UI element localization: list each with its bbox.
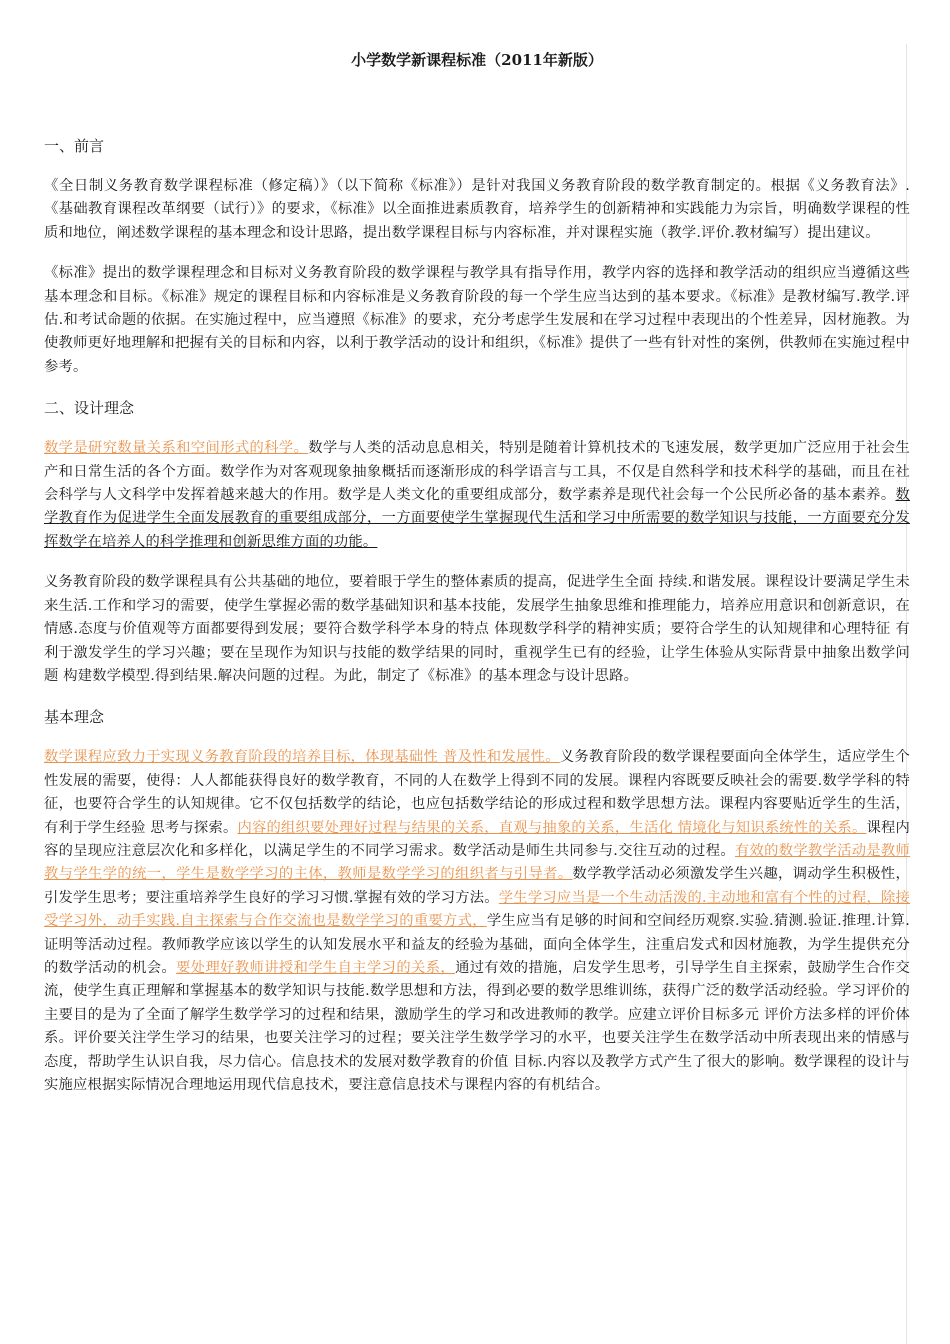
- highlighted-text: 学生学习应当是一个生动活泼的.主动地和富有个性的过程，除接受学习外，动手实践.自主探索与合作交流也是数学学习的重要方式，: [44, 889, 910, 930]
- body-text: 通过有效的措施，启发学生思考，引导学生自主探索，鼓励学生合作交流，使学生真正理解和掌握基本的数学知识与技能.数学思想和方法，得到必要的数学思维训练，获得广泛的数学活动经验。学习评价的主要目的是为了全面了解学生数学学习的过程和结果，激励学生的学习和改进教师的教学。应建立评价目标多元 评价方法多样的评价体系。评价要关注学生学习的结果，也要关注学习的过程；要关注学生数学学习的水平，也要关注学生在数学活动中所表现出来的情感与态度，帮助学生认识自我，尽力信心。信息技术的发展对数学教育的价值 目标.内容以及教学方式产生了很大的影响。数学课程的设计与实施应根据实际情况合理地运用现代信息技术，要注意信息技术与课程内容的有机结合。: [44, 959, 910, 1093]
- document-page: [44, 0, 910, 1097]
- design-paragraph-1: [44, 437, 910, 554]
- highlighted-text: 有效的数学教学活动是教师教与学生学的统一，学生是数学学习的主体，教师是数学学习的组织者与引导者。: [44, 842, 911, 883]
- section-heading-preface: 一、前言: [44, 137, 105, 155]
- preface-paragraph-2: 《标准》提出的数学课程理念和目标对义务教育阶段的数学课程与教学具有指导作用，教学内容的选择和教学活动的组织应当遵循这些基本理念和目标。《标准》规定的课程目标和内容标准是义务教育阶段的每一个学生应当达到的基本要求。《标准》是教材编写.教学.评估.和考试命题的依据。在实施过程中，应当遵照《标准》的要求，充分考虑学生发展和在学习过程中表现出的个性差异，因材施教。为使教师更好地理解和把握有关的目标和内容，以利于教学活动的设计和组织，《标准》提供了一些有针对性的案例，供教师在实施过程中参考。: [44, 265, 910, 375]
- highlighted-text: 数学是研究数量关系和空间形式的科学。: [44, 440, 309, 457]
- highlighted-text: 要处理好教师讲授和学生自主学习的关系，: [176, 959, 456, 976]
- design-paragraph-2: 义务教育阶段的数学课程具有公共基础的地位，要着眼于学生的整体素质的提高，促进学生全面 持续.和谐发展。课程设计要满足学生未来生活.工作和学习的需要，使学生掌握必需的数学基础知识和基本技能，发展学生抽象思维和推理能力，培养应用意识和创新意识，在情感.态度与价值观等方面都要得到发展；要符合数学科学本身的特点 体现数学科学的精神实质；要符合学生的认知规律和心理特征 有利于激发学生的学习兴趣；要在呈现作为知识与技能的数学结果的同时，重视学生已有的经验，让学生体验从实际背景中抽象出数学问题 构建数学模型.得到结果.解决问题的过程。为此，制定了《标准》的基本理念与设计思路。: [44, 574, 910, 684]
- underlined-text: 数学教育作为促进学生全面发展教育的重要组成部分，一方面要使学生掌握现代生活和学习中所需要的数学知识与技能，一方面要充分发挥数学在培养人的科学推理和创新思维方面的功能。: [44, 487, 910, 550]
- basic-concepts-paragraph: [44, 746, 910, 1097]
- body-text: 数学与人类的活动息息相关，特别是随着计算机技术的飞速发展，数学更加广泛应用于社会生产和日常生活的各个方面。数学作为对客观现象抽象概括而逐渐形成的科学语言与工具，不仅是自然科学和技术科学的基础，而且在社会科学与人文科学中发挥着越来越大的作用。数学是人类文化的重要组成部分，数学素养是现代社会每一个公民所必备的基本素养。: [44, 440, 910, 504]
- body-text: 数学教学活动必须激发学生兴趣，调动学生积极性，引发学生思考；要注重培养学生良好的学习习惯.掌握有效的学习方法。: [44, 866, 910, 906]
- body-text: 义务教育阶段的数学课程要面向全体学生，适应学生个性发展的需要，使得：人人都能获得良好的数学教育，不同的人在数学上得到不同的发展。课程内容既要反映社会的需要.数学学科的特征，也要符合学生的认知规律。它不仅包括数学的结论，也应包括数学结论的形成过程和数学思想方法。课程内容要贴近学生的生活，有利于学生经验 思考与探索。: [44, 749, 910, 836]
- section-heading-basic-concepts: 基本理念: [44, 708, 105, 727]
- highlighted-text: 数学课程应致力于实现义务教育阶段的培养目标，体现基础性 普及性和发展性。: [44, 749, 560, 766]
- preface-paragraph-1: 《全日制义务教育数学课程标准（修定稿）》（以下简称《标准》）是针对我国义务教育阶段的数学教育制定的。根据《义务教育法》.《基础教育课程改革纲要（试行）》的要求，《标准》以全面推进素质教育，培养学生的创新精神和实践能力为宗旨，明确数学课程的性质和地位，阐述数学课程的基本理念和设计思路，提出数学课程目标与内容标准，并对课程实施（教学.评价.教材编写）提出建议。: [44, 178, 910, 241]
- section-heading-design: 二、设计理念: [44, 399, 135, 418]
- body-text: 课程内容的呈现应注意层次化和多样化，以满足学生的不同学习需求。数学活动是师生共同参与.交往互动的过程。: [44, 819, 910, 859]
- body-text: 学生应当有足够的时间和空间经历观察.实验.猜测.验证.推理.计算.证明等活动过程。教师教学应该以学生的认知发展水平和益友的经验为基础，面向全体学生，注重启发式和因材施教，为学生提供充分的数学活动的机会。: [44, 913, 910, 976]
- document-title: 小学数学新课程标准（2011年新版）: [351, 51, 603, 69]
- highlighted-text: 内容的组织要处理好过程与结果的关系，直观与抽象的关系，生活化 情境化与知识系统性的关系。: [237, 819, 867, 836]
